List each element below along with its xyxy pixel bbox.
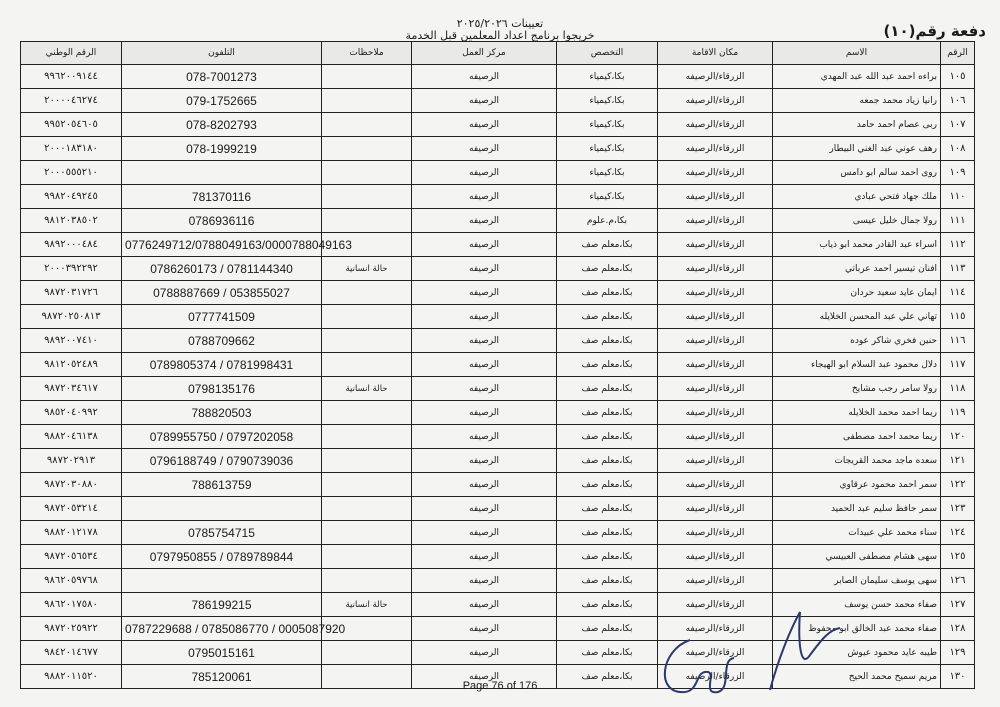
cell-name: صفاء محمد عبد الخالق ابو محفوظ (773, 617, 941, 641)
cell-notes (322, 545, 412, 569)
cell-national-id: ٩٨٧٢٠٢٥٩٢٢ (21, 617, 122, 641)
cell-phone: 0786260173 / 0781144340 (122, 257, 322, 281)
cell-phone: 0789805374 / 0781998431 (122, 353, 322, 377)
cell-workplace: الرصيفه (412, 665, 557, 689)
cell-workplace: الرصيفه (412, 89, 557, 113)
table-row (21, 425, 975, 449)
table-row (21, 185, 975, 209)
cell-national-id: ٢٠٠٠٥٥٥٢١٠ (21, 161, 122, 185)
cell-phone: 785120061 (122, 665, 322, 689)
cell-phone: 0789955750 / 0797202058 (122, 425, 322, 449)
cell-national-id: ٢٠٠٠١٨٣١٨٠ (21, 137, 122, 161)
cell-phone: 0796188749 / 0790739036 (122, 449, 322, 473)
cell-national-id: ٢٠٠٠٣٩٢٢٩٢ (21, 257, 122, 281)
table-row (21, 65, 975, 89)
cell-notes (322, 305, 412, 329)
cell-name: سعده ماجد محمد القريجات (773, 449, 941, 473)
cell-national-id: ٩٨٦٢٠٥٩٧٦٨ (21, 569, 122, 593)
cell-notes (322, 137, 412, 161)
cell-specialization: بكا،كيمياء (557, 65, 658, 89)
cell-residence: الزرقاء/الرصيفه (658, 497, 773, 521)
cell-name: سمر حافظ سليم عبد الحميد (773, 497, 941, 521)
cell-name: سمر احمد محمود عرقاوي (773, 473, 941, 497)
cell-phone: 0787229688 / 0785086770 / 0005087920 (122, 617, 322, 641)
cell-name: ريما محمد احمد مصطفى (773, 425, 941, 449)
cell-notes (322, 353, 412, 377)
cell-notes (322, 89, 412, 113)
cell-national-id: ٩٨٦٢٠١٧٥٨٠ (21, 593, 122, 617)
appointments-table (20, 41, 975, 689)
cell-phone: 788613759 (122, 473, 322, 497)
cell-specialization: بكا،معلم صف (557, 569, 658, 593)
document-title: تعيينات ٢٠٢٥/٢٠٢٦ (456, 17, 544, 30)
cell-specialization: بكا،معلم صف (557, 617, 658, 641)
cell-national-id: ٩٩٥٢٠٥٤٦٠٥ (21, 113, 122, 137)
cell-workplace: الرصيفه (412, 641, 557, 665)
cell-residence: الزرقاء/الرصيفه (658, 521, 773, 545)
table-row (21, 521, 975, 545)
table-row (21, 329, 975, 353)
cell-residence: الزرقاء/الرصيفه (658, 257, 773, 281)
cell-name: ربى عصام احمد حامد (773, 113, 941, 137)
cell-phone: 0795015161 (122, 641, 322, 665)
cell-name: رهف عوني عبد الغني البيطار (773, 137, 941, 161)
cell-residence: الزرقاء/الرصيفه (658, 377, 773, 401)
cell-notes (322, 521, 412, 545)
cell-national-id: ٩٨٨٢٠١٢١٧٨ (21, 521, 122, 545)
cell-specialization: بكا،كيمياء (557, 113, 658, 137)
cell-workplace: الرصيفه (412, 137, 557, 161)
cell-specialization: بكا،معلم صف (557, 353, 658, 377)
cell-phone (122, 161, 322, 185)
cell-workplace: الرصيفه (412, 617, 557, 641)
cell-phone: 0786936116 (122, 209, 322, 233)
table-row (21, 305, 975, 329)
column-header-national-id: الرقم الوطني (21, 42, 122, 65)
cell-specialization: بكا،معلم صف (557, 377, 658, 401)
cell-notes (322, 185, 412, 209)
cell-specialization: بكا،معلم صف (557, 521, 658, 545)
cell-name: رولا سامر رجب مشايخ (773, 377, 941, 401)
cell-notes (322, 449, 412, 473)
cell-specialization: بكا،كيمياء (557, 161, 658, 185)
cell-name: سناء محمد علي عبيدات (773, 521, 941, 545)
cell-national-id: ٩٨٩٢٠٠٠٤٨٤ (21, 233, 122, 257)
cell-number: ١٢٩ (941, 641, 975, 665)
cell-name: روى احمد سالم ابو دامس (773, 161, 941, 185)
cell-national-id: ٩٨٧٢٠٣٠٨٨٠ (21, 473, 122, 497)
document-subtitle: خريجوا برنامج اعداد المعلمين قبل الخدمة (405, 29, 595, 42)
cell-notes (322, 641, 412, 665)
cell-workplace: الرصيفه (412, 113, 557, 137)
cell-number: ١٢١ (941, 449, 975, 473)
cell-residence: الزرقاء/الرصيفه (658, 233, 773, 257)
table-row (21, 569, 975, 593)
cell-name: ايمان عايد سعيد حردان (773, 281, 941, 305)
cell-name: رانيا زياد محمد جمعه (773, 89, 941, 113)
cell-phone: 0798135176 (122, 377, 322, 401)
cell-phone: 0776249712/0788049163/0000788049163 (122, 233, 322, 257)
cell-workplace: الرصيفه (412, 401, 557, 425)
cell-residence: الزرقاء/الرصيفه (658, 281, 773, 305)
cell-notes (322, 473, 412, 497)
cell-number: ١٠٧ (941, 113, 975, 137)
cell-name: اسراء عبد القادر محمد ابو ذياب (773, 233, 941, 257)
cell-specialization: بكا،معلم صف (557, 449, 658, 473)
cell-number: ١١٢ (941, 233, 975, 257)
cell-specialization: بكا،معلم صف (557, 665, 658, 689)
cell-residence: الزرقاء/الرصيفه (658, 617, 773, 641)
batch-number-label: دفعة رقم(١٠) (883, 22, 986, 40)
cell-workplace: الرصيفه (412, 497, 557, 521)
cell-number: ١٠٩ (941, 161, 975, 185)
cell-number: ١١١ (941, 209, 975, 233)
cell-phone: 0797950855 / 0789789844 (122, 545, 322, 569)
cell-workplace: الرصيفه (412, 209, 557, 233)
cell-specialization: بكا،معلم صف (557, 401, 658, 425)
cell-national-id: ٩٨٤٢٠١٤٦٧٧ (21, 641, 122, 665)
column-header-phone: التلفون (122, 42, 322, 65)
cell-phone: 078-8202793 (122, 113, 322, 137)
cell-notes (322, 401, 412, 425)
cell-number: ١٠٦ (941, 89, 975, 113)
cell-notes (322, 497, 412, 521)
cell-workplace: الرصيفه (412, 329, 557, 353)
cell-national-id: ٩٩٦٢٠٠٩١٤٤ (21, 65, 122, 89)
cell-specialization: بكا،م.علوم (557, 209, 658, 233)
cell-name: حنين فخري شاكر عوده (773, 329, 941, 353)
cell-number: ١١٩ (941, 401, 975, 425)
cell-residence: الزرقاء/الرصيفه (658, 305, 773, 329)
cell-workplace: الرصيفه (412, 377, 557, 401)
column-header-name: الاسم (773, 42, 941, 65)
column-header-specialization: التخصص (557, 42, 658, 65)
table-row (21, 281, 975, 305)
cell-specialization: بكا،كيمياء (557, 89, 658, 113)
cell-phone: 786199215 (122, 593, 322, 617)
cell-number: ١١٨ (941, 377, 975, 401)
cell-number: ١٠٨ (941, 137, 975, 161)
cell-workplace: الرصيفه (412, 545, 557, 569)
column-header-no: الرقم (941, 42, 975, 65)
cell-name: مريم سميح محمد الحيح (773, 665, 941, 689)
table-row (21, 473, 975, 497)
cell-workplace: الرصيفه (412, 161, 557, 185)
cell-national-id: ٩٨٧٢٠٢٩١٣ (21, 449, 122, 473)
table-row (21, 209, 975, 233)
cell-specialization: بكا،كيمياء (557, 185, 658, 209)
cell-name: تهاني علي عبد المحسن الخلايله (773, 305, 941, 329)
cell-residence: الزرقاء/الرصيفه (658, 209, 773, 233)
cell-notes (322, 425, 412, 449)
cell-number: ١١٣ (941, 257, 975, 281)
cell-specialization: بكا،معلم صف (557, 425, 658, 449)
table-row (21, 449, 975, 473)
cell-workplace: الرصيفه (412, 233, 557, 257)
cell-residence: الزرقاء/الرصيفه (658, 329, 773, 353)
cell-phone: 0785754715 (122, 521, 322, 545)
cell-workplace: الرصيفه (412, 593, 557, 617)
cell-residence: الزرقاء/الرصيفه (658, 569, 773, 593)
cell-national-id: ٩٨٨٢٠٤٦١٣٨ (21, 425, 122, 449)
cell-specialization: بكا،معلم صف (557, 329, 658, 353)
column-header-notes: ملاحظات (322, 42, 412, 65)
table-row (21, 233, 975, 257)
cell-workplace: الرصيفه (412, 353, 557, 377)
cell-residence: الزرقاء/الرصيفه (658, 545, 773, 569)
cell-workplace: الرصيفه (412, 449, 557, 473)
cell-residence: الزرقاء/الرصيفه (658, 425, 773, 449)
cell-residence: الزرقاء/الرصيفه (658, 137, 773, 161)
cell-national-id: ٩٨٧٢٠٢٥٠٨١٣ (21, 305, 122, 329)
cell-residence: الزرقاء/الرصيفه (658, 353, 773, 377)
cell-number: ١٢٨ (941, 617, 975, 641)
cell-specialization: بكا،كيمياء (557, 137, 658, 161)
cell-residence: الزرقاء/الرصيفه (658, 185, 773, 209)
cell-phone: 078-1999219 (122, 137, 322, 161)
cell-residence: الزرقاء/الرصيفه (658, 641, 773, 665)
cell-number: ١٢٣ (941, 497, 975, 521)
cell-national-id: ٩٨٧٢٠٣٤٦١٧ (21, 377, 122, 401)
cell-national-id: ٩٩٨٢٠٤٩٢٤٥ (21, 185, 122, 209)
cell-number: ١١٥ (941, 305, 975, 329)
cell-specialization: بكا،معلم صف (557, 545, 658, 569)
cell-number: ١١٠ (941, 185, 975, 209)
table-row (21, 161, 975, 185)
cell-name: صفاء محمد حسن يوسف (773, 593, 941, 617)
cell-name: ملك جهاد فتحي عبادي (773, 185, 941, 209)
cell-national-id: ٩٨٨٢٠١١٥٢٠ (21, 665, 122, 689)
cell-name: افنان تيسير احمد عرباتي (773, 257, 941, 281)
cell-residence: الزرقاء/الرصيفه (658, 65, 773, 89)
cell-phone (122, 497, 322, 521)
cell-phone: 079-1752665 (122, 89, 322, 113)
table-row (21, 377, 975, 401)
cell-name: دلال محمود عبد السلام ابو الهيجاء (773, 353, 941, 377)
cell-workplace: الرصيفه (412, 521, 557, 545)
cell-national-id: ٢٠٠٠٠٤٦٢٧٤ (21, 89, 122, 113)
cell-specialization: بكا،معلم صف (557, 281, 658, 305)
table-row (21, 545, 975, 569)
cell-number: ١١٤ (941, 281, 975, 305)
cell-phone: 0788709662 (122, 329, 322, 353)
cell-workplace: الرصيفه (412, 569, 557, 593)
cell-specialization: بكا،معلم صف (557, 593, 658, 617)
cell-name: رولا جمال خليل عيسى (773, 209, 941, 233)
cell-residence: الزرقاء/الرصيفه (658, 449, 773, 473)
cell-national-id: ٩٨١٢٠٥٢٤٨٩ (21, 353, 122, 377)
cell-workplace: الرصيفه (412, 185, 557, 209)
table-body (21, 65, 975, 689)
cell-notes: حالة انسانية (322, 593, 412, 617)
cell-number: ١٣٠ (941, 665, 975, 689)
table-header-row (21, 42, 975, 65)
cell-number: ١٢٠ (941, 425, 975, 449)
cell-number: ١١٦ (941, 329, 975, 353)
cell-national-id: ٩٨١٢٠٣٨٥٠٢ (21, 209, 122, 233)
cell-workplace: الرصيفه (412, 281, 557, 305)
cell-national-id: ٩٨٧٢٠٥٣٢١٤ (21, 497, 122, 521)
page-number: Page 76 of 176 (462, 680, 538, 692)
cell-specialization: بكا،معلم صف (557, 497, 658, 521)
cell-notes: حالة انسانية (322, 257, 412, 281)
cell-specialization: بكا،معلم صف (557, 641, 658, 665)
table-row (21, 401, 975, 425)
cell-residence: الزرقاء/الرصيفه (658, 161, 773, 185)
cell-phone: 0777741509 (122, 305, 322, 329)
cell-notes (322, 209, 412, 233)
cell-specialization: بكا،معلم صف (557, 257, 658, 281)
cell-number: ١٠٥ (941, 65, 975, 89)
cell-workplace: الرصيفه (412, 65, 557, 89)
cell-specialization: بكا،معلم صف (557, 305, 658, 329)
cell-national-id: ٩٨٧٢٠٥٦٥٣٤ (21, 545, 122, 569)
cell-number: ١٢٧ (941, 593, 975, 617)
cell-residence: الزرقاء/الرصيفه (658, 473, 773, 497)
cell-specialization: بكا،معلم صف (557, 233, 658, 257)
cell-name: ريما احمد محمد الخلايله (773, 401, 941, 425)
cell-notes (322, 281, 412, 305)
cell-notes: حالة انسانية (322, 377, 412, 401)
cell-national-id: ٩٨٥٢٠٤٠٩٩٢ (21, 401, 122, 425)
cell-notes (322, 161, 412, 185)
cell-name: سهى يوسف سليمان الصابر (773, 569, 941, 593)
cell-number: ١٢٦ (941, 569, 975, 593)
cell-number: ١٢٤ (941, 521, 975, 545)
cell-name: براءه احمد عبد الله عبد المهدي (773, 65, 941, 89)
cell-notes (322, 569, 412, 593)
cell-phone: 078-7001273 (122, 65, 322, 89)
table-row (21, 89, 975, 113)
cell-phone: 788820503 (122, 401, 322, 425)
cell-name: طيبه عايد محمود عيوش (773, 641, 941, 665)
cell-workplace: الرصيفه (412, 473, 557, 497)
cell-residence: الزرقاء/الرصيفه (658, 593, 773, 617)
cell-name: سهى هشام مصطفى العبيسي (773, 545, 941, 569)
cell-workplace: الرصيفه (412, 425, 557, 449)
cell-specialization: بكا،معلم صف (557, 473, 658, 497)
cell-phone: 781370116 (122, 185, 322, 209)
cell-residence: الزرقاء/الرصيفه (658, 665, 773, 689)
column-header-workplace: مركز العمل (412, 42, 557, 65)
cell-notes (322, 65, 412, 89)
cell-residence: الزرقاء/الرصيفه (658, 89, 773, 113)
table-row (21, 353, 975, 377)
column-header-residence: مكان الاقامة (658, 42, 773, 65)
cell-residence: الزرقاء/الرصيفه (658, 113, 773, 137)
cell-national-id: ٩٨٧٢٠٣١٧٢٦ (21, 281, 122, 305)
cell-number: ١١٧ (941, 353, 975, 377)
cell-national-id: ٩٨٩٢٠٠٧٤١٠ (21, 329, 122, 353)
table-row (21, 497, 975, 521)
cell-phone: 0788887669 / 053855027 (122, 281, 322, 305)
cell-number: ١٢٢ (941, 473, 975, 497)
table-row (21, 113, 975, 137)
cell-residence: الزرقاء/الرصيفه (658, 401, 773, 425)
table-row (21, 257, 975, 281)
table-row (21, 137, 975, 161)
cell-workplace: الرصيفه (412, 305, 557, 329)
cell-phone (122, 569, 322, 593)
cell-number: ١٢٥ (941, 545, 975, 569)
cell-workplace: الرصيفه (412, 257, 557, 281)
cell-notes (322, 329, 412, 353)
cell-notes (322, 113, 412, 137)
